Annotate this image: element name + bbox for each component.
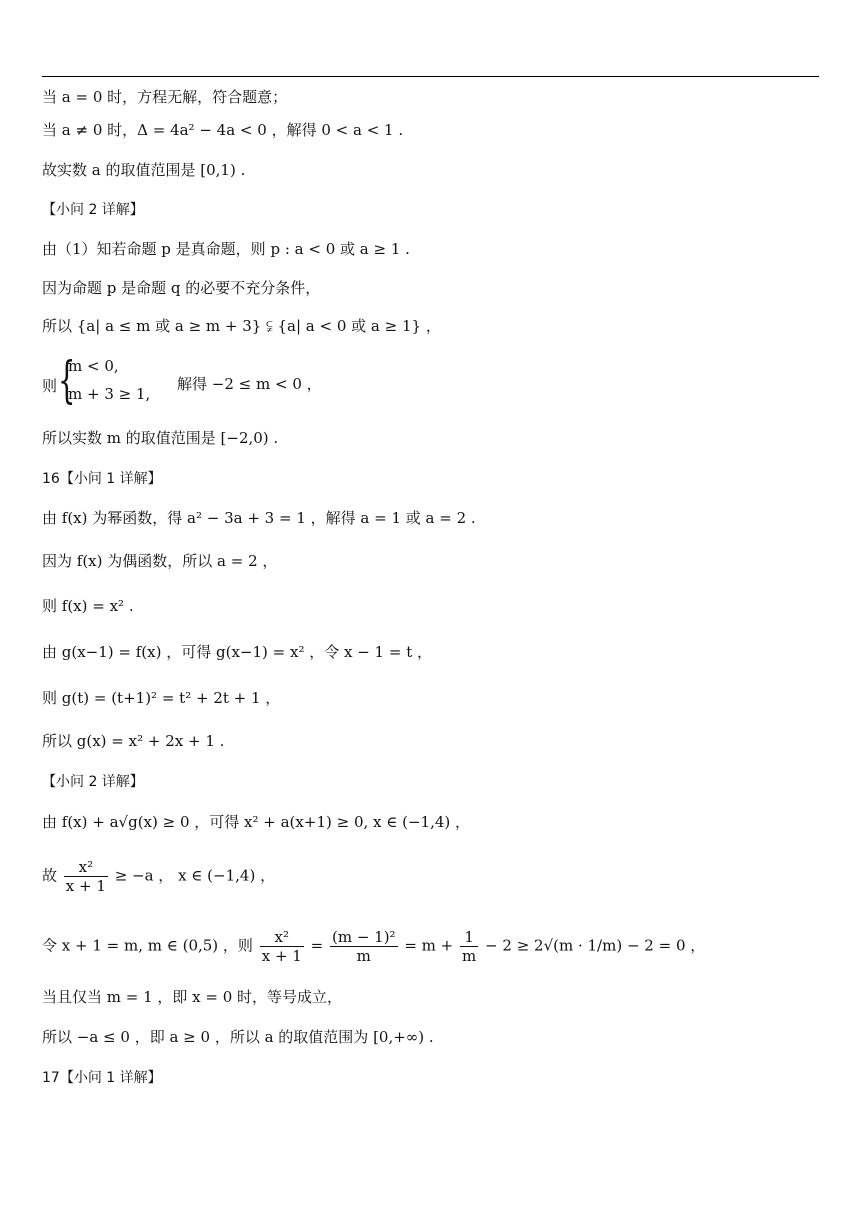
text-line: 所以 {a| a ≤ m 或 a ≥ m + 3} ⫋ {a| a < 0 或 a ≥ 1} ，	[42, 317, 441, 335]
text-label: 故	[42, 866, 58, 885]
section-heading: 16【小问 1 详解】	[42, 471, 162, 487]
text-line: 当且仅当 m = 1 ，即 x = 0 时，等号成立，	[42, 988, 343, 1006]
text-line: 由 g(x−1) = f(x) ，可得 g(x−1) = x² ，令 x − 1 = t ，	[42, 643, 433, 661]
text-line: 因为命题 p 是命题 q 的必要不充分条件，	[42, 279, 321, 297]
text-line: ≥ −a ， x ∈ (−1,4) ，	[114, 866, 276, 885]
case-line: m + 3 ≥ 1,	[68, 385, 151, 403]
fraction-denominator: m	[356, 947, 371, 965]
fraction	[64, 858, 108, 895]
brace-icon: {	[58, 351, 76, 409]
equals-sign: =	[310, 936, 324, 955]
text-line: 则 g(t) = (t+1)² = t² + 2t + 1 ，	[42, 689, 281, 707]
text-line: 所以 g(x) = x² + 2x + 1 .	[42, 732, 225, 750]
case-line: m < 0,	[68, 357, 119, 375]
section-heading: 【小问 2 详解】	[42, 774, 144, 790]
fraction-denominator: x + 1	[65, 877, 106, 895]
fraction-denominator: m	[462, 947, 477, 965]
text-line: 当 a = 0 时，方程无解，符合题意；	[42, 88, 288, 106]
fraction-numerator: (m − 1)²	[331, 928, 396, 946]
text-line: 故实数 a 的取值范围是 [0,1) .	[42, 161, 246, 179]
text-line: 当 a ≠ 0 时，Δ = 4a² − 4a < 0 ，解得 0 < a < 1 .	[42, 121, 404, 139]
section-heading: 17【小问 1 详解】	[42, 1070, 162, 1086]
text-line: 由 f(x) 为幂函数，得 a² − 3a + 3 = 1 ，解得 a = 1 或 a = 2 .	[42, 509, 476, 527]
fraction-denominator: x + 1	[261, 947, 302, 965]
fraction-numerator: 1	[460, 928, 478, 947]
formula-line	[42, 858, 275, 895]
fraction-numerator: x²	[64, 858, 108, 877]
text-line: 解得 −2 ≤ m < 0 ，	[177, 375, 322, 393]
text-line: 令 x + 1 = m, m ∈ (0,5) ，则	[42, 936, 253, 955]
text-line: − 2 ≥ 2√(m · 1/m) − 2 = 0 ，	[485, 936, 706, 955]
header-rule	[42, 76, 819, 77]
text-line: 所以 −a ≤ 0 ，即 a ≥ 0 ，所以 a 的取值范围为 [0,+∞) .	[42, 1028, 434, 1046]
text-line: 由 f(x) + a√g(x) ≥ 0 ，可得 x² + a(x+1) ≥ 0, x ∈ (−1,4) ，	[42, 813, 471, 831]
section-heading: 【小问 2 详解】	[42, 202, 144, 218]
fraction	[460, 928, 478, 965]
fraction	[260, 928, 304, 965]
text-line: 所以实数 m 的取值范围是 [−2,0) .	[42, 429, 279, 447]
formula-line	[42, 928, 705, 965]
fraction	[330, 928, 398, 965]
fraction-numerator: x²	[260, 928, 304, 947]
text-line: 因为 f(x) 为偶函数，所以 a = 2 ，	[42, 552, 278, 570]
text-line: 由（1）知若命题 p 是真命题，则 p : a < 0 或 a ≥ 1 .	[42, 240, 410, 258]
inequality-system	[42, 351, 442, 411]
text-label: 则	[42, 377, 58, 395]
text-line: = m +	[404, 936, 454, 955]
text-line: 则 f(x) = x² .	[42, 597, 134, 615]
